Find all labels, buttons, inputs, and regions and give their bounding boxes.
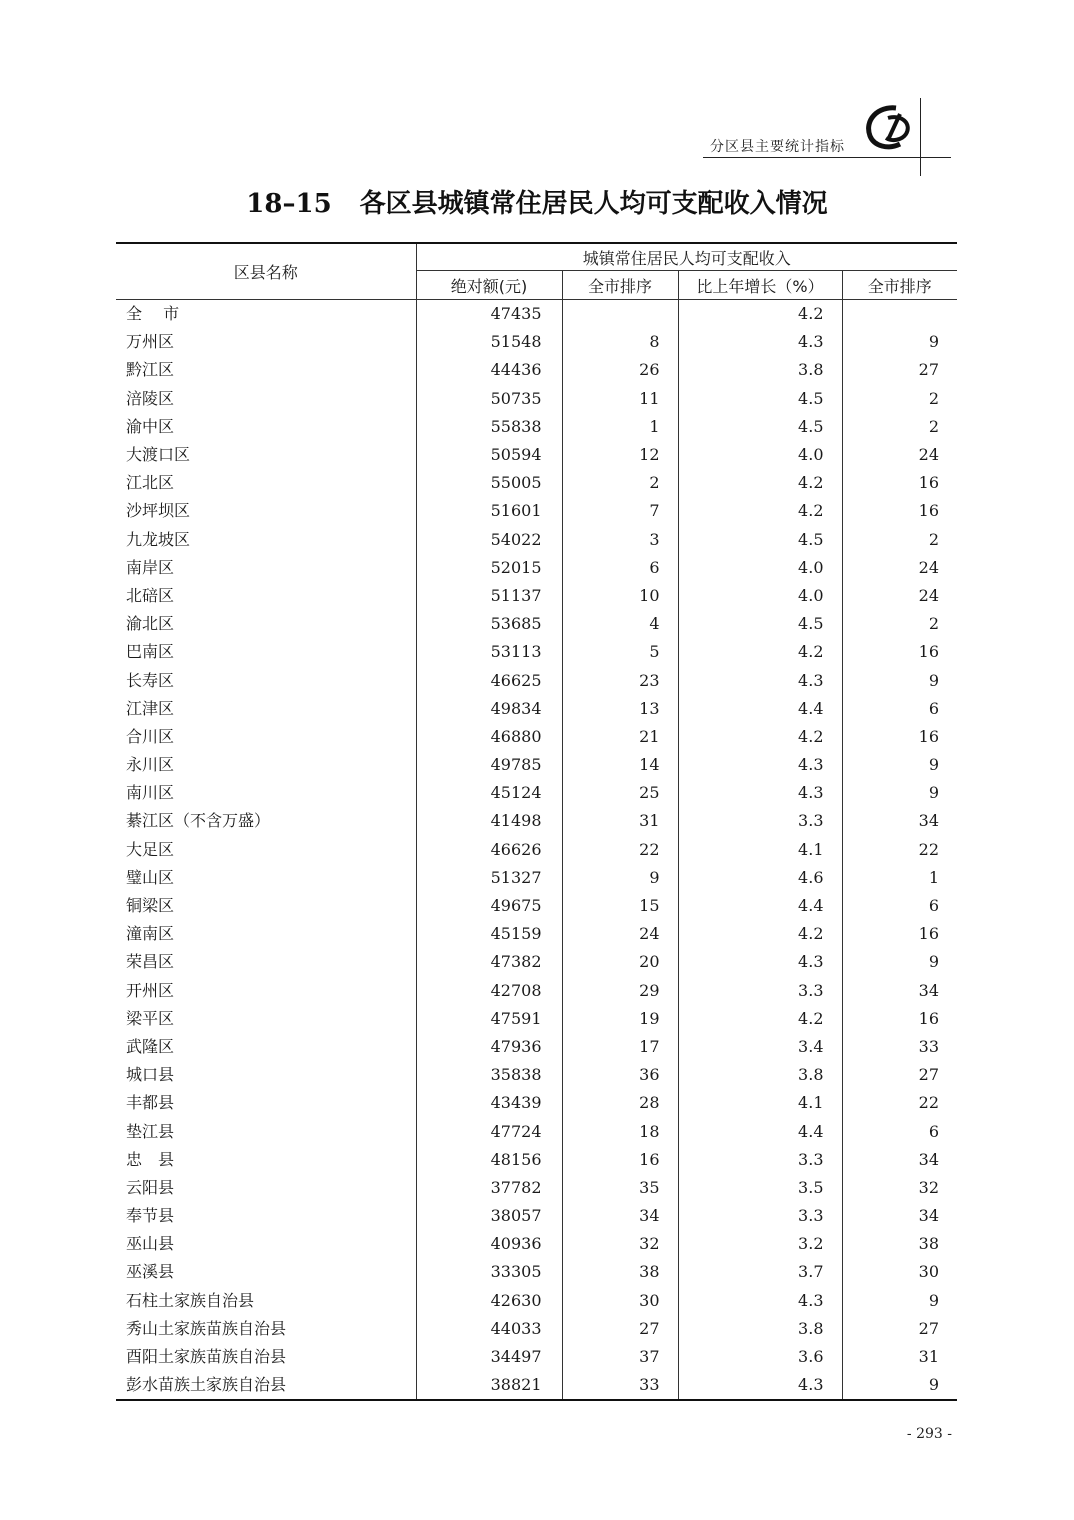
table-row (116, 1061, 957, 1089)
income-table (116, 242, 957, 1401)
amount-value: 44436 (416, 356, 562, 384)
header-vertical-rule (920, 98, 921, 176)
table-row (116, 1230, 957, 1258)
district-name: 渝中区 (126, 416, 175, 436)
rank-value: 37 (562, 1343, 678, 1371)
rank-value: 7 (562, 497, 678, 525)
growth-rank-value: 6 (842, 892, 957, 920)
growth-value: 3.7 (678, 1258, 842, 1286)
table-row (116, 497, 957, 525)
table-row (116, 526, 957, 554)
growth-rank-value: 31 (842, 1343, 957, 1371)
rank-value: 14 (562, 751, 678, 779)
growth-rank-value: 9 (842, 328, 957, 356)
district-name: 江津区 (126, 698, 175, 718)
table-row (116, 610, 957, 638)
growth-rank-value: 2 (842, 413, 957, 441)
growth-rank-value: 9 (842, 779, 957, 807)
district-name: 酉阳土家族苗族自治县 (126, 1347, 287, 1367)
growth-rank-value: 38 (842, 1230, 957, 1258)
table-row (116, 977, 957, 1005)
rank-value: 31 (562, 807, 678, 835)
amount-value: 37782 (416, 1174, 562, 1202)
table-row (116, 1202, 957, 1230)
table-title-text: 各区县城镇常住居民人均可支配收入情况 (359, 189, 828, 219)
growth-value: 4.3 (678, 666, 842, 694)
rank-value: 2 (562, 469, 678, 497)
growth-value: 4.0 (678, 554, 842, 582)
growth-value: 4.5 (678, 385, 842, 413)
table-row (116, 1089, 957, 1117)
rank-value: 19 (562, 1005, 678, 1033)
rank-value: 28 (562, 1089, 678, 1117)
rank-value: 21 (562, 723, 678, 751)
rank-value: 15 (562, 892, 678, 920)
growth-rank-value: 24 (842, 582, 957, 610)
amount-value: 50735 (416, 385, 562, 413)
growth-value: 4.5 (678, 610, 842, 638)
table-row (116, 666, 957, 694)
amount-value: 47382 (416, 948, 562, 976)
growth-rank-value: 16 (842, 469, 957, 497)
table-row (116, 300, 957, 329)
table-row (116, 807, 957, 835)
district-name: 城口县 (126, 1065, 175, 1085)
district-name: 沙坪坝区 (126, 501, 191, 521)
table-row (116, 892, 957, 920)
amount-value: 51327 (416, 864, 562, 892)
table-row (116, 582, 957, 610)
amount-value: 38821 (416, 1371, 562, 1400)
district-name: 北碚区 (126, 585, 175, 605)
district-name: 梁平区 (126, 1008, 175, 1028)
growth-rank-value: 34 (842, 1146, 957, 1174)
rank-value: 38 (562, 1258, 678, 1286)
rank-value: 29 (562, 977, 678, 1005)
table-row (116, 723, 957, 751)
growth-rank-value: 9 (842, 751, 957, 779)
rank-value: 32 (562, 1230, 678, 1258)
district-name: 彭水苗族土家族自治县 (126, 1375, 287, 1395)
district-name: 石柱土家族自治县 (126, 1290, 255, 1310)
district-name: 垫江县 (126, 1121, 175, 1141)
growth-value: 4.5 (678, 526, 842, 554)
growth-value: 4.0 (678, 441, 842, 469)
district-name: 开州区 (126, 980, 175, 1000)
table-row (116, 638, 957, 666)
growth-rank-value: 30 (842, 1258, 957, 1286)
section-header-text: 分区县主要统计指标 (710, 139, 845, 155)
district-name: 潼南区 (126, 924, 175, 944)
growth-rank-value: 2 (842, 526, 957, 554)
district-name: 巴南区 (126, 642, 175, 662)
growth-value: 4.2 (678, 638, 842, 666)
table-row (116, 1174, 957, 1202)
growth-rank-value: 16 (842, 638, 957, 666)
rank-value: 35 (562, 1174, 678, 1202)
growth-rank-value: 9 (842, 666, 957, 694)
growth-value: 3.3 (678, 1202, 842, 1230)
growth-value: 4.3 (678, 1287, 842, 1315)
rank-value: 34 (562, 1202, 678, 1230)
table-row (116, 1343, 957, 1371)
amount-value: 53113 (416, 638, 562, 666)
growth-rank-value: 2 (842, 610, 957, 638)
amount-value: 44033 (416, 1315, 562, 1343)
rank-value: 5 (562, 638, 678, 666)
amount-value: 47435 (416, 300, 562, 329)
district-name: 南川区 (126, 783, 175, 803)
rank-value: 18 (562, 1117, 678, 1145)
growth-rank-value: 9 (842, 1287, 957, 1315)
amount-value: 33305 (416, 1258, 562, 1286)
col-header-rank: 全市排序 (562, 271, 678, 300)
growth-value: 4.1 (678, 836, 842, 864)
rank-value: 3 (562, 526, 678, 554)
growth-value: 4.2 (678, 497, 842, 525)
district-name: 大渡口区 (126, 445, 191, 465)
growth-rank-value: 9 (842, 1371, 957, 1400)
rank-value: 12 (562, 441, 678, 469)
table-row (116, 1315, 957, 1343)
table-row (116, 948, 957, 976)
amount-value: 43439 (416, 1089, 562, 1117)
col-header-growth: 比上年增长（%） (678, 271, 842, 300)
amount-value: 54022 (416, 526, 562, 554)
table-row (116, 779, 957, 807)
district-name: 全 市 (126, 304, 180, 324)
district-name: 云阳县 (126, 1177, 175, 1197)
growth-value: 4.3 (678, 779, 842, 807)
amount-value: 34497 (416, 1343, 562, 1371)
growth-rank-value: 6 (842, 695, 957, 723)
growth-rank-value: 24 (842, 441, 957, 469)
header-rule (703, 157, 951, 158)
growth-rank-value: 24 (842, 554, 957, 582)
district-name: 江北区 (126, 473, 175, 493)
amount-value: 47724 (416, 1117, 562, 1145)
amount-value: 45159 (416, 920, 562, 948)
district-name: 大足区 (126, 839, 175, 859)
amount-value: 42708 (416, 977, 562, 1005)
growth-value: 4.1 (678, 1089, 842, 1117)
growth-rank-value: 16 (842, 723, 957, 751)
growth-value: 4.3 (678, 751, 842, 779)
amount-value: 46625 (416, 666, 562, 694)
amount-value: 46626 (416, 836, 562, 864)
district-name: 渝北区 (126, 614, 175, 634)
growth-rank-value: 2 (842, 385, 957, 413)
growth-value: 3.3 (678, 1146, 842, 1174)
growth-value: 3.6 (678, 1343, 842, 1371)
rank-value: 9 (562, 864, 678, 892)
growth-value: 3.8 (678, 1315, 842, 1343)
district-name: 丰都县 (126, 1093, 175, 1113)
table-row (116, 469, 957, 497)
growth-value: 4.4 (678, 892, 842, 920)
table-row (116, 413, 957, 441)
growth-value: 3.3 (678, 807, 842, 835)
table-row (116, 1033, 957, 1061)
amount-value: 35838 (416, 1061, 562, 1089)
stats-logo-icon (858, 100, 918, 156)
district-name: 奉节县 (126, 1206, 175, 1226)
district-name: 綦江区（不含万盛） (126, 811, 271, 831)
growth-rank-value: 34 (842, 977, 957, 1005)
rank-value: 36 (562, 1061, 678, 1089)
growth-value: 3.5 (678, 1174, 842, 1202)
table-row (116, 1371, 957, 1400)
district-name: 铜梁区 (126, 896, 175, 916)
rank-value: 17 (562, 1033, 678, 1061)
district-name: 忠 县 (126, 1149, 175, 1169)
district-name: 九龙坡区 (126, 529, 191, 549)
rank-value: 20 (562, 948, 678, 976)
growth-rank-value: 34 (842, 807, 957, 835)
amount-value: 41498 (416, 807, 562, 835)
district-name: 秀山土家族苗族自治县 (126, 1318, 287, 1338)
rank-value: 11 (562, 385, 678, 413)
table-row (116, 1117, 957, 1145)
district-name: 武隆区 (126, 1036, 175, 1056)
amount-value: 52015 (416, 554, 562, 582)
district-name: 长寿区 (126, 670, 175, 690)
growth-rank-value: 27 (842, 1061, 957, 1089)
growth-value: 4.4 (678, 695, 842, 723)
amount-value: 38057 (416, 1202, 562, 1230)
growth-value: 4.2 (678, 723, 842, 751)
rank-value: 27 (562, 1315, 678, 1343)
amount-value: 53685 (416, 610, 562, 638)
growth-rank-value: 16 (842, 1005, 957, 1033)
table-row (116, 356, 957, 384)
table-row (116, 441, 957, 469)
growth-value: 4.2 (678, 300, 842, 329)
rank-value: 30 (562, 1287, 678, 1315)
page-number: - 293 - (906, 1426, 952, 1442)
growth-rank-value: 27 (842, 1315, 957, 1343)
table-row (116, 695, 957, 723)
amount-value: 45124 (416, 779, 562, 807)
amount-value: 42630 (416, 1287, 562, 1315)
col-header-district: 区县名称 (116, 243, 416, 300)
rank-value: 26 (562, 356, 678, 384)
growth-rank-value: 6 (842, 1117, 957, 1145)
table-row (116, 864, 957, 892)
growth-value: 4.4 (678, 1117, 842, 1145)
table-row (116, 836, 957, 864)
amount-value: 55838 (416, 413, 562, 441)
rank-value: 22 (562, 836, 678, 864)
amount-value: 49675 (416, 892, 562, 920)
rank-value: 4 (562, 610, 678, 638)
amount-value: 51601 (416, 497, 562, 525)
growth-value: 3.2 (678, 1230, 842, 1258)
growth-value: 4.5 (678, 413, 842, 441)
growth-value: 3.8 (678, 1061, 842, 1089)
rank-value: 13 (562, 695, 678, 723)
amount-value: 51137 (416, 582, 562, 610)
growth-value: 4.2 (678, 469, 842, 497)
growth-rank-value: 22 (842, 836, 957, 864)
district-name: 巫山县 (126, 1234, 175, 1254)
rank-value: 23 (562, 666, 678, 694)
growth-value: 4.2 (678, 1005, 842, 1033)
table-row (116, 1146, 957, 1174)
amount-value: 55005 (416, 469, 562, 497)
group-header-income: 城镇常住居民人均可支配收入 (416, 243, 957, 271)
table-row (116, 1258, 957, 1286)
growth-rank-value: 16 (842, 920, 957, 948)
growth-value: 3.8 (678, 356, 842, 384)
growth-rank-value (842, 300, 957, 329)
amount-value: 50594 (416, 441, 562, 469)
table-row (116, 751, 957, 779)
district-name: 荣昌区 (126, 952, 175, 972)
growth-rank-value: 27 (842, 356, 957, 384)
district-name: 南岸区 (126, 557, 175, 577)
table-row (116, 1005, 957, 1033)
district-name: 黔江区 (126, 360, 175, 380)
district-name: 璧山区 (126, 867, 175, 887)
amount-value: 47936 (416, 1033, 562, 1061)
amount-value: 51548 (416, 328, 562, 356)
growth-value: 4.6 (678, 864, 842, 892)
table-body (116, 300, 957, 1401)
rank-value: 8 (562, 328, 678, 356)
table-row (116, 920, 957, 948)
rank-value: 1 (562, 413, 678, 441)
amount-value: 40936 (416, 1230, 562, 1258)
rank-value: 33 (562, 1371, 678, 1400)
rank-value (562, 300, 678, 329)
rank-value: 25 (562, 779, 678, 807)
growth-value: 3.3 (678, 977, 842, 1005)
table-row (116, 328, 957, 356)
rank-value: 16 (562, 1146, 678, 1174)
district-name: 合川区 (126, 726, 175, 746)
growth-rank-value: 9 (842, 948, 957, 976)
amount-value: 46880 (416, 723, 562, 751)
district-name: 巫溪县 (126, 1262, 175, 1282)
rank-value: 10 (562, 582, 678, 610)
growth-rank-value: 32 (842, 1174, 957, 1202)
district-name: 永川区 (126, 755, 175, 775)
growth-value: 4.0 (678, 582, 842, 610)
amount-value: 47591 (416, 1005, 562, 1033)
table-row (116, 1287, 957, 1315)
table-number: 18–15 (246, 189, 332, 219)
growth-rank-value: 22 (842, 1089, 957, 1117)
table-row (116, 554, 957, 582)
growth-rank-value: 33 (842, 1033, 957, 1061)
growth-value: 4.3 (678, 1371, 842, 1400)
district-name: 万州区 (126, 332, 175, 352)
table-row (116, 385, 957, 413)
growth-rank-value: 34 (842, 1202, 957, 1230)
growth-rank-value: 16 (842, 497, 957, 525)
district-name: 涪陵区 (126, 388, 175, 408)
amount-value: 48156 (416, 1146, 562, 1174)
table-title (0, 183, 1074, 220)
growth-value: 4.3 (678, 948, 842, 976)
growth-rank-value: 1 (842, 864, 957, 892)
growth-value: 4.3 (678, 328, 842, 356)
amount-value: 49834 (416, 695, 562, 723)
growth-value: 4.2 (678, 920, 842, 948)
rank-value: 24 (562, 920, 678, 948)
col-header-amount: 绝对额(元) (416, 271, 562, 300)
growth-value: 3.4 (678, 1033, 842, 1061)
rank-value: 6 (562, 554, 678, 582)
amount-value: 49785 (416, 751, 562, 779)
col-header-growth-rank: 全市排序 (842, 271, 957, 300)
